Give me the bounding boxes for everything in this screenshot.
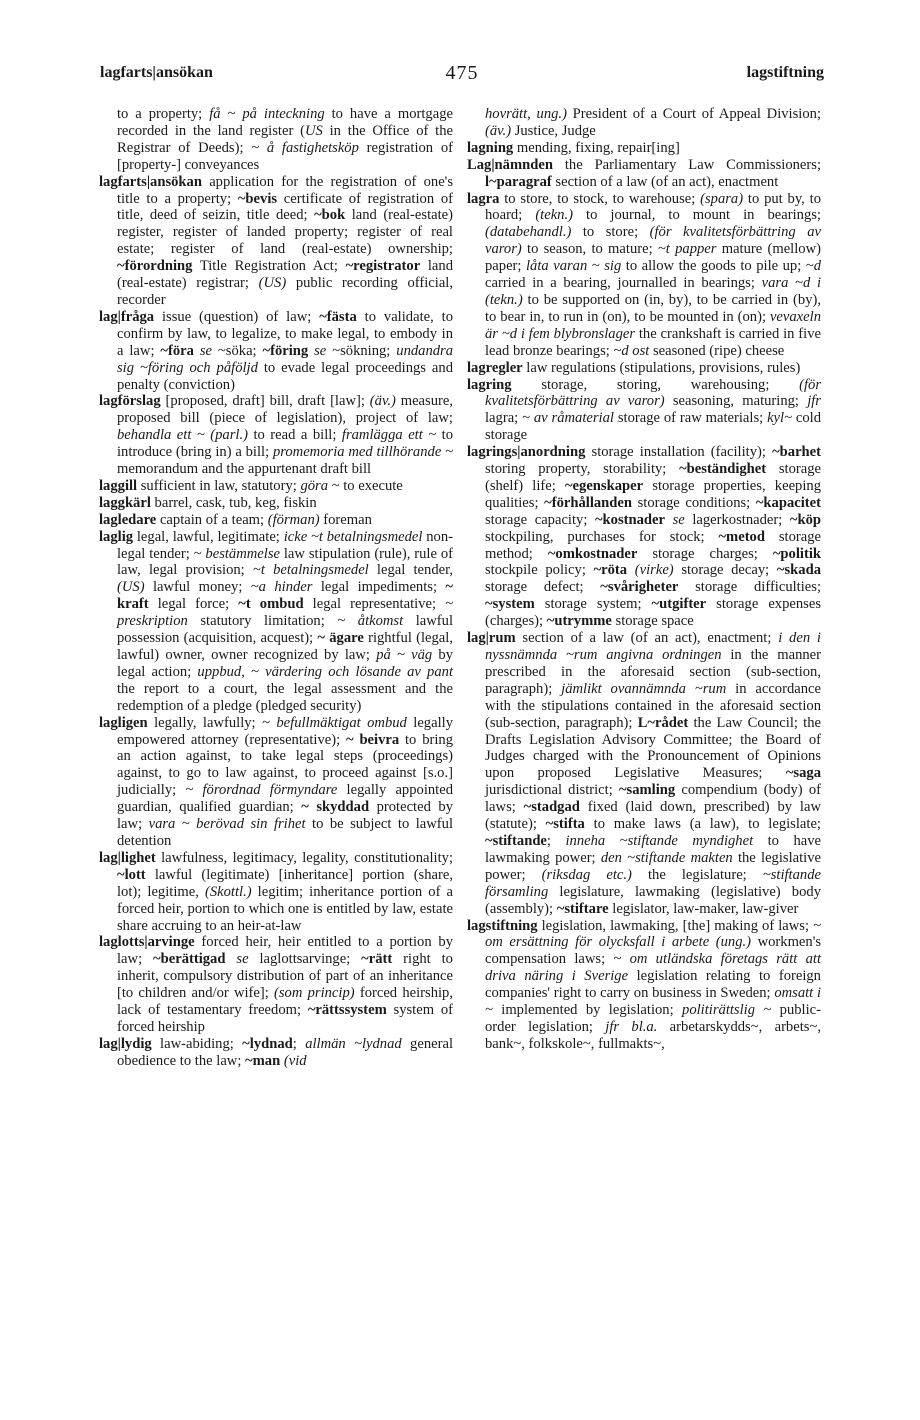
dictionary-entry	[467, 444, 821, 630]
entry-text: application for the registration of one's title to a property;	[117, 173, 453, 207]
entry-headword: ~politik	[772, 545, 821, 562]
entry-text: legal impediments;	[312, 579, 446, 596]
entry-italic-text: (Skottl.)	[204, 883, 252, 900]
entry-headword: ~utgifter	[651, 596, 707, 613]
entry-italic-text: (tekn.)	[535, 207, 573, 224]
entry-text: to season, to mature;	[521, 241, 658, 258]
entry-italic-text: (databehandl.)	[485, 224, 572, 241]
entry-text: statutory limitation;	[187, 613, 338, 630]
entry-headword: ~förhållanden	[544, 494, 632, 511]
entry-italic-text: se	[199, 342, 213, 359]
entry-text: to journal, to mount in bearings;	[573, 207, 821, 224]
entry-italic-text: (äv.)	[485, 122, 512, 139]
entry-italic-text: vara ~ berövad sin frihet	[148, 816, 306, 833]
entry-text: to allow the goods to pile up;	[621, 258, 806, 275]
entry-text: issue (question) of law;	[154, 308, 320, 325]
entry-text: seasoned (ripe) cheese	[649, 342, 785, 359]
entry-text: stockpile policy;	[485, 562, 594, 579]
dictionary-entry	[99, 850, 453, 935]
entry-headword: ~föra	[160, 342, 194, 359]
entry-italic-text: jfr	[807, 393, 821, 410]
entry-text: captain of a team;	[156, 511, 268, 528]
entry-italic-text: (för kvalitetsförbättring av varor)	[485, 376, 821, 410]
entry-text: to bring an action against, to take legal steps (proceedings) against, to go to law against, to proceed against [s.o.] judicially;	[117, 731, 453, 799]
entry-text: storage method;	[485, 528, 821, 562]
entry-italic-text: ~a hinder	[250, 579, 313, 596]
dictionary-entry	[99, 478, 453, 495]
entry-text: storage space	[611, 613, 694, 630]
entry-continuation	[99, 106, 453, 174]
entry-headword: lagning	[467, 139, 514, 156]
entry-text: storage defect;	[485, 579, 601, 596]
dictionary-entry	[99, 934, 453, 1035]
entry-text: lagerkostnader;	[684, 511, 790, 528]
entry-headword: laglotts|arvinge	[99, 934, 195, 951]
entry-text: to introduce (bring in) a bill;	[117, 427, 454, 461]
entry-italic-text: (riksdag etc.)	[541, 866, 632, 883]
entry-text: legally, lawfully;	[147, 714, 263, 731]
entry-text: legal representative;	[303, 596, 446, 613]
entry-headword: ~metod	[718, 528, 765, 545]
entry-text: lawfulness, legitimacy, legality, constitutionality;	[155, 849, 453, 866]
entry-text: the report to a court, the legal assessment and the redemption of a pledge (pledged security)	[117, 680, 453, 714]
entry-italic-text: se	[314, 342, 327, 359]
entry-italic-text: ~ av råmaterial	[522, 410, 614, 427]
entry-text: registration of [property-] conveyances	[117, 139, 453, 173]
entry-text: ~sökning;	[326, 342, 397, 359]
entry-text: right to inherit, compulsory distribution of part of an inheritance [to children and/or wife];	[117, 951, 453, 1002]
entry-text: to validate, to confirm by law, to legalize, to make legal, to embody in a law;	[117, 308, 453, 359]
entry-headword: ~omkostnader	[547, 545, 638, 562]
entry-headword: ~röta	[593, 562, 628, 579]
entry-italic-text: promemoria med tillhörande ~	[272, 444, 453, 461]
entry-text: storage charges;	[637, 545, 773, 562]
entry-text: measure, proposed bill (piece of legislation), project of law;	[117, 393, 454, 427]
entry-text: in the manner prescribed in the aforesaid section (sub-section, paragraph);	[485, 647, 821, 697]
entry-headword: lag|rum	[467, 630, 516, 647]
entry-headword: ~egenskaper	[564, 477, 644, 494]
entry-text: legislation, lawmaking, [the] making of laws;	[537, 917, 814, 934]
entry-text: legally appointed guardian, qualified guardian;	[117, 782, 454, 816]
entry-text: ;	[292, 1035, 306, 1052]
entry-headword: ~rätt	[361, 951, 393, 968]
entry-text: carried in a bearing, journalled in bearings;	[485, 275, 762, 292]
entry-italic-text: (förman)	[267, 511, 320, 528]
entry-headword: ~bevis	[237, 190, 278, 207]
entry-headword: lagstiftning	[467, 917, 538, 934]
dictionary-entry	[99, 174, 453, 309]
entry-headword: ~ beivra	[346, 731, 400, 748]
entry-text: public-order legislation;	[485, 1002, 821, 1035]
entry-text: land (real-estate) register, register of landed property; register of real estate; register of land (real-estate) ownership;	[117, 207, 453, 258]
entry-text: the legislative power;	[485, 849, 822, 883]
entry-headword: ~registrator	[345, 258, 421, 275]
entry-headword: ~ ägare	[317, 630, 364, 647]
entry-italic-text: ~ om utländska företags rätt att driva näring i Sverige	[485, 951, 821, 985]
entry-text: legislature, lawmaking (legislative) body (assembly);	[485, 883, 821, 917]
entry-headword: Lag|nämnden	[467, 156, 553, 173]
entry-text: land (real-estate) registrar;	[117, 258, 453, 292]
entry-text: lagra;	[485, 410, 523, 427]
entry-text: to have a mortgage recorded in the land register (	[117, 106, 453, 139]
entry-headword: ~fästa	[319, 308, 357, 325]
entry-headword: ~lott	[117, 866, 146, 883]
entry-italic-text: i den i nyssnämnda ~rum angivna ordningen	[485, 630, 821, 663]
entry-headword: ~ kraft	[117, 579, 453, 613]
entry-text: legitim; inheritance portion of a forced heir, portion to which one is entitled by law, estate share accruing to an heir-at-law	[117, 883, 453, 934]
entry-text: seasoning, maturing;	[664, 393, 808, 410]
entry-headword: ~stifta	[545, 816, 585, 833]
entry-text: implemented by legislation;	[492, 1002, 683, 1019]
entry-italic-text: den ~stiftande makten	[600, 849, 733, 866]
entry-text: storage installation (facility);	[585, 444, 773, 461]
left-column	[99, 106, 453, 1070]
dictionary-entry	[99, 512, 453, 529]
entry-text: in the Office of the Registrar of Deeds);	[117, 122, 453, 156]
entry-text: the legislature;	[631, 866, 763, 883]
entry-text: forced heir, heir entitled to a portion by law;	[117, 934, 453, 968]
entry-headword: ~samling	[618, 782, 676, 799]
entry-text: legislation relating to foreign companies' right to carry on business in Sweden;	[485, 968, 821, 1002]
entry-headword: ~barhet	[772, 444, 821, 461]
entry-headword: ~svårigheter	[600, 579, 679, 596]
entry-italic-text: (spara)	[700, 190, 744, 207]
entry-italic-text: låta varan ~ sig	[526, 258, 622, 275]
entry-text: sufficient in law, statutory;	[137, 477, 301, 494]
entry-text: storage capacity;	[485, 511, 595, 528]
entry-headword: ~saga	[785, 765, 821, 782]
entry-text: legislator, law-maker, law-giver	[608, 900, 799, 917]
entry-text: arbetarskydds~, arbets~, bank~, folkskole~, fullmakts~,	[485, 1018, 821, 1052]
entry-text: stockpiling, purchases for stock;	[485, 528, 719, 545]
dictionary-entry	[467, 157, 821, 191]
entry-italic-text: ~ bestämmelse	[193, 545, 280, 562]
entry-headword: ~man	[245, 1052, 281, 1069]
entry-italic-text: (US)	[117, 579, 145, 596]
entry-headword: ~kapacitet	[755, 494, 821, 511]
page-number: 475	[445, 62, 479, 84]
right-running-headword: lagstiftning	[746, 64, 824, 81]
entry-italic-text: göra ~	[300, 477, 340, 494]
entry-headword: ~stiftande	[485, 832, 547, 849]
entry-headword: l~paragraf	[485, 173, 552, 190]
entry-italic-text: ~t papper	[657, 241, 717, 258]
entry-italic-text: hovrätt, ung.)	[485, 106, 567, 122]
entry-text: mending, fixing, repair[ing]	[513, 139, 680, 156]
entry-text: non-legal tender;	[117, 528, 453, 562]
entry-italic-text: (virke)	[634, 562, 674, 579]
entry-headword: lagring	[467, 376, 512, 393]
dictionary-entry	[467, 140, 821, 157]
left-running-headword: lagfarts|ansökan	[100, 64, 213, 81]
entry-text: storage properties, keeping qualities;	[485, 477, 821, 511]
entry-text: storage, storing, warehousing;	[511, 376, 800, 393]
entry-italic-text: få ~ på inteckning	[209, 106, 325, 122]
entry-text: jurisdictional district;	[485, 782, 619, 799]
dictionary-entry	[99, 495, 453, 512]
entry-headword: lag|lydig	[99, 1035, 152, 1052]
entry-italic-text: inneha ~stiftande myndighet	[565, 832, 754, 849]
entry-text: fixed (laid down, prescribed) by law (statute);	[485, 799, 821, 833]
page-header	[100, 64, 824, 90]
entry-italic-text: (US)	[258, 275, 287, 292]
entry-headword: laggill	[99, 477, 138, 494]
entry-text: to be subject to lawful detention	[117, 816, 453, 849]
entry-text: compendium (body) of laws;	[485, 782, 821, 816]
entry-headword: ~köp	[789, 511, 821, 528]
entry-headword: laggkärl	[99, 494, 151, 511]
entry-italic-text: se	[672, 511, 685, 528]
entry-italic-text: ~stiftande församling	[485, 866, 821, 900]
entry-text: by legal action;	[117, 647, 453, 680]
dictionary-entry	[99, 309, 453, 394]
dictionary-entry	[99, 715, 453, 850]
entry-italic-text: ~d	[805, 258, 821, 275]
entry-text: public recording official, recorder	[117, 275, 453, 308]
entry-headword: lagrings|anordning	[467, 444, 586, 461]
entry-text: storing property, storability;	[485, 461, 680, 478]
entry-text: ;	[546, 832, 566, 849]
right-column	[467, 106, 821, 1053]
entry-text: the crankshaft is carried in five lead bronze bearings;	[485, 325, 821, 359]
entry-italic-text: ~ om ersättning för olycksfall i arbete (ung.)	[485, 917, 821, 951]
entry-text: to execute	[339, 477, 403, 494]
entry-italic-text: uppbud, ~ värdering och lösande av pant	[197, 663, 453, 680]
entry-italic-text: ~ förordnad förmyndare	[185, 782, 338, 799]
entry-text: storage (shelf) life;	[485, 461, 822, 494]
entry-italic-text: jämlikt ovannämnda ~rum	[561, 680, 727, 697]
entry-headword: ~stadgad	[523, 799, 580, 816]
entry-text: storage conditions;	[632, 494, 756, 511]
entry-italic-text: undandra sig ~föring och påföljd	[117, 342, 454, 376]
entry-text: cold storage	[485, 410, 821, 444]
entry-headword: lagförslag	[99, 393, 161, 410]
entry-text: protected by law;	[117, 799, 453, 833]
entry-headword: ~beständighet	[679, 461, 767, 478]
entry-italic-text: jfr bl.a.	[605, 1018, 658, 1035]
entry-italic-text: ~ å fastighetsköp	[251, 139, 359, 156]
entry-text: storage of raw materials;	[613, 410, 768, 427]
entry-text: memorandum and the appurtenant draft bill	[117, 461, 372, 478]
entry-headword: ~berättigad	[153, 951, 226, 968]
entry-headword: lagregler	[467, 359, 523, 376]
entry-headword: ~förordning	[117, 258, 193, 275]
entry-italic-text: vevaxeln är ~d i fem blybronslager	[485, 308, 821, 342]
entry-headword: ~utrymme	[546, 613, 612, 630]
entry-headword: ~stiftare	[556, 900, 609, 917]
entry-italic-text: framlägga ett ~	[341, 427, 437, 444]
entry-italic-text: ~d ost	[613, 342, 650, 359]
entry-headword: lagledare	[99, 511, 157, 528]
entry-text: lawful possession (acquisition, acquest);	[117, 613, 453, 647]
entry-text: legal tender,	[368, 562, 454, 579]
entry-text: barrel, cask, tub, keg, fiskin	[150, 494, 317, 511]
entry-text	[225, 951, 236, 967]
entry-text: rightful (legal, lawful) owner, owner recognized by law;	[117, 630, 453, 663]
entry-headword: lagra	[467, 190, 500, 207]
entry-text: to put by, to hoard;	[485, 190, 821, 224]
dictionary-entry	[99, 1036, 453, 1070]
dictionary-entry	[467, 630, 821, 917]
entry-italic-text: omsatt i ~	[485, 985, 822, 1019]
entry-italic-text: ~ åtkomst	[337, 613, 404, 630]
entry-text: law-abiding;	[151, 1035, 243, 1052]
entry-italic-text: se	[236, 951, 249, 968]
entry-italic-text: (vid	[283, 1052, 307, 1069]
entry-text: ~söka;	[212, 342, 263, 359]
dictionary-entry	[467, 918, 821, 1053]
entry-headword: ~skada	[776, 562, 821, 579]
entry-italic-text: icke ~t betalningsmedel	[283, 528, 423, 545]
entry-headword: lag|lighet	[99, 849, 156, 866]
entry-italic-text: allmän ~lydnad	[305, 1035, 402, 1052]
dictionary-entry	[467, 191, 821, 360]
entry-text: to read a bill;	[247, 427, 342, 444]
entry-italic-text: US	[304, 122, 323, 139]
entry-text: storage difficulties;	[678, 579, 822, 596]
entry-text: certificate of registration of title, deed of seizin, title deed;	[117, 190, 453, 224]
entry-text: section of a law (of an act), enactment;	[515, 630, 779, 647]
entry-text: section of a law (of an act), enactment	[551, 173, 779, 190]
entry-headword: laglig	[99, 528, 134, 545]
entry-text: President of a Court of Appeal Division;	[566, 106, 821, 122]
entry-text: lawful money;	[144, 579, 251, 596]
entry-text: Justice, Judge	[511, 122, 596, 139]
entry-text: storage decay;	[673, 562, 777, 579]
entry-headword: L~rådet	[637, 714, 689, 731]
entry-text: to have lawmaking power;	[485, 832, 822, 866]
dictionary-entry	[467, 377, 821, 445]
entry-text: general obedience to the law;	[117, 1035, 454, 1069]
entry-italic-text: på ~ väg	[376, 647, 433, 663]
entry-text: lawful (legitimate) [inheritance] portion (share, lot); legitime,	[117, 866, 453, 900]
entry-text: in accordance with the stipulations contained in the aforesaid section (sub-section, paragraph);	[485, 680, 821, 731]
entry-italic-text: vara ~d i (tekn.)	[485, 275, 821, 308]
entry-text: legal force;	[148, 596, 239, 613]
entry-text: Title Registration Act;	[192, 258, 346, 275]
entry-headword: lagligen	[99, 714, 148, 731]
dictionary-entry	[99, 529, 453, 715]
entry-headword: ~system	[485, 596, 535, 613]
dictionary-entry	[99, 393, 453, 478]
entry-italic-text: ~t betalningsmedel	[252, 562, 369, 579]
entry-text: storage expenses (charges);	[485, 596, 821, 630]
entry-italic-text: ~ preskription	[117, 596, 453, 630]
dictionary-entry	[467, 360, 821, 377]
entry-headword: lag|fråga	[99, 308, 155, 325]
entry-italic-text: (som princip)	[274, 985, 355, 1002]
entry-headword: ~rättssystem	[307, 1002, 387, 1019]
entry-text: to make laws (a law), to legislate;	[584, 816, 821, 833]
entry-text: to store, to stock, to warehouse;	[499, 190, 701, 207]
entry-text: legal, lawful, legitimate;	[133, 528, 284, 545]
entry-headword: ~lydnad	[242, 1035, 293, 1052]
entry-text	[627, 562, 635, 578]
entry-text: legally empowered attorney (representative);	[117, 714, 453, 748]
entry-italic-text: (äv.)	[369, 393, 396, 410]
entry-headword: ~bok	[314, 207, 346, 224]
entry-headword: ~föring	[262, 342, 309, 359]
entry-italic-text: behandla ett ~ (parl.)	[117, 427, 248, 444]
entry-text: to store;	[571, 224, 650, 241]
entry-text: storage system;	[534, 596, 652, 613]
entry-text: laglottsarvinge;	[248, 951, 362, 968]
entry-text: workmen's compensation laws;	[485, 934, 821, 968]
entry-text: the Parliamentary Law Commissioners;	[552, 156, 821, 173]
entry-headword: lagfarts|ansökan	[99, 173, 202, 190]
entry-italic-text: politirättslig ~	[682, 1002, 772, 1019]
entry-headword: ~ skyddad	[301, 799, 370, 816]
entry-continuation	[467, 106, 821, 140]
entry-text: to evade legal proceedings and penalty (conviction)	[117, 359, 454, 393]
entry-headword: ~kostnader	[594, 511, 665, 528]
entry-text: mature (mellow) paper;	[485, 241, 821, 275]
entry-headword: ~t ombud	[238, 596, 304, 613]
entry-italic-text: kyl~	[767, 410, 792, 427]
entry-text: law regulations (stipulations, provisions, rules)	[522, 359, 801, 376]
entry-text: law stipulation (rule), rule of law, legal provision;	[117, 545, 453, 579]
entry-text: the Law Council; the Drafts Legislation Advisory Committee; the Board of Judges charged with the Pronouncement of Opinions upon proposed Legislative Measures;	[485, 714, 822, 782]
entry-text: foreman	[319, 511, 372, 528]
entry-text: to be supported on (in, by), to be carried in (by), to bear in, to run in (on), to be mounted in (on);	[485, 291, 821, 325]
entry-text: system of forced heirship	[117, 1002, 453, 1035]
entry-italic-text: (för kvalitetsförbättring av varor)	[485, 224, 821, 258]
entry-text: to a property;	[117, 106, 210, 122]
entry-italic-text: ~ befullmäktigat ombud	[262, 714, 407, 731]
entry-text: forced heirship, lack of testamentary freedom;	[117, 985, 453, 1019]
entry-text: [proposed, draft] bill, draft [law];	[160, 393, 370, 410]
entry-text	[665, 512, 673, 528]
